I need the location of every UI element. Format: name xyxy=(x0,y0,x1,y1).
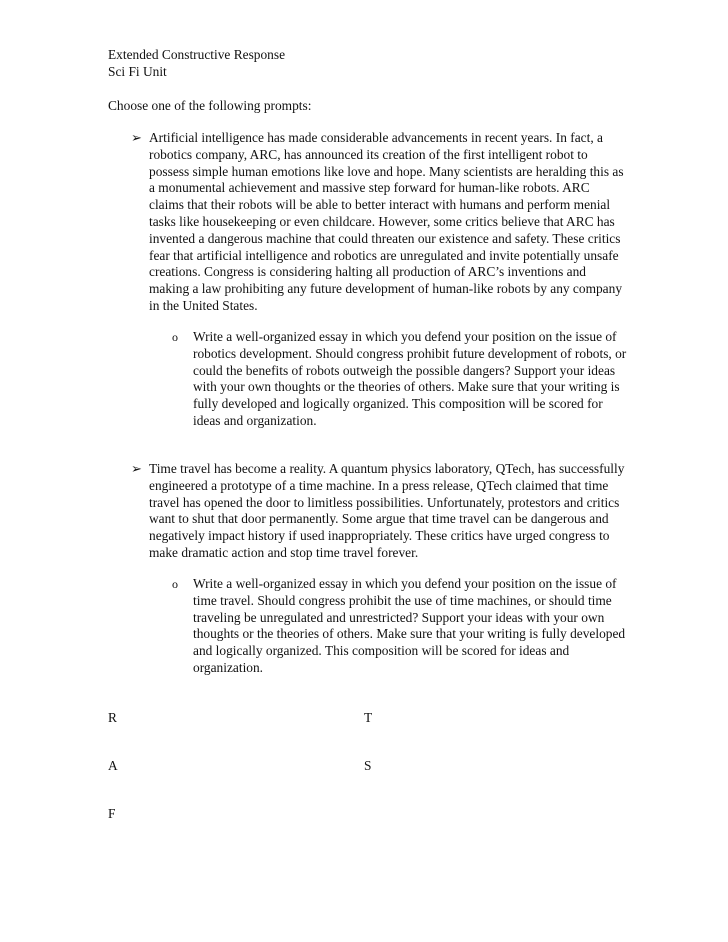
circle-bullet-icon: o xyxy=(172,577,178,591)
prompt-robotics-text: Artificial intelligence has made considerable advancements in recent years. In fact, a robotics company, ARC, has announced its creation of the first intelligent robot to possess simple human emotions like love and hope. Many scientists are heralding this as a monumental achievement and massive step forward for human-like robots. ARC claims that their robots will be able to better interact with humans and perform menial tasks like housekeeping or even childcare. However, some critics believe that ARC has invented a dangerous machine that could threaten our existence and safety. These critics fear that artificial intelligence and robotics are unregulated and invite potentially unsafe creations. Congress is considering halting all production of ARC’s inventions and making a law prohibiting any future development of human-like robots by any company in the United States. xyxy=(149,130,624,313)
rafts-strong-verb-label: S xyxy=(364,758,372,773)
rafts-audience-label: A xyxy=(108,758,118,773)
header-title: Extended Constructive Response xyxy=(108,47,286,62)
prompt-robotics-task: Write a well-organized essay in which you defend your position on the issue of robotics development. Should congress prohibit future development of robots, or could the benefits of robots outweigh the possible dangers? Support your ideas with your own thoughts or the theories of others. Make sure that your writing is fully developed and logically organized. This composition will be scored for ideas and organization. xyxy=(193,329,627,428)
circle-bullet-icon: o xyxy=(172,330,178,344)
instruction-text: Choose one of the following prompts: xyxy=(108,98,312,113)
arrowhead-bullet-icon: ➢ xyxy=(131,461,142,476)
prompt-time-travel-task: Write a well-organized essay in which you defend your position on the issue of time travel. Should congress prohibit the use of time machines, or should time traveling be unregulated and unrestricted? Support your ideas with your own thoughts or the theories of others. Make sure that your writing is fully developed and logically organized. This composition will be scored for ideas and organization. xyxy=(193,576,626,675)
prompt-time-travel-text: Time travel has become a reality. A quantum physics laboratory, QTech, has successfully engineered a prototype of a time machine. In a press release, QTech claimed that time travel has opened the door to limitless possibilities. Unfortunately, protestors and critics want to shut that door permanently. Some argue that time travel can be dangerous and negatively impact history if used inappropriately. These critics have urged congress to make dramatic action and stop time travel forever. xyxy=(149,461,625,560)
rafts-topic-label: T xyxy=(364,710,373,725)
header-unit: Sci Fi Unit xyxy=(108,64,167,79)
rafts-format-label: F xyxy=(108,806,116,821)
arrowhead-bullet-icon: ➢ xyxy=(131,130,142,145)
rafts-role-label: R xyxy=(108,710,117,725)
